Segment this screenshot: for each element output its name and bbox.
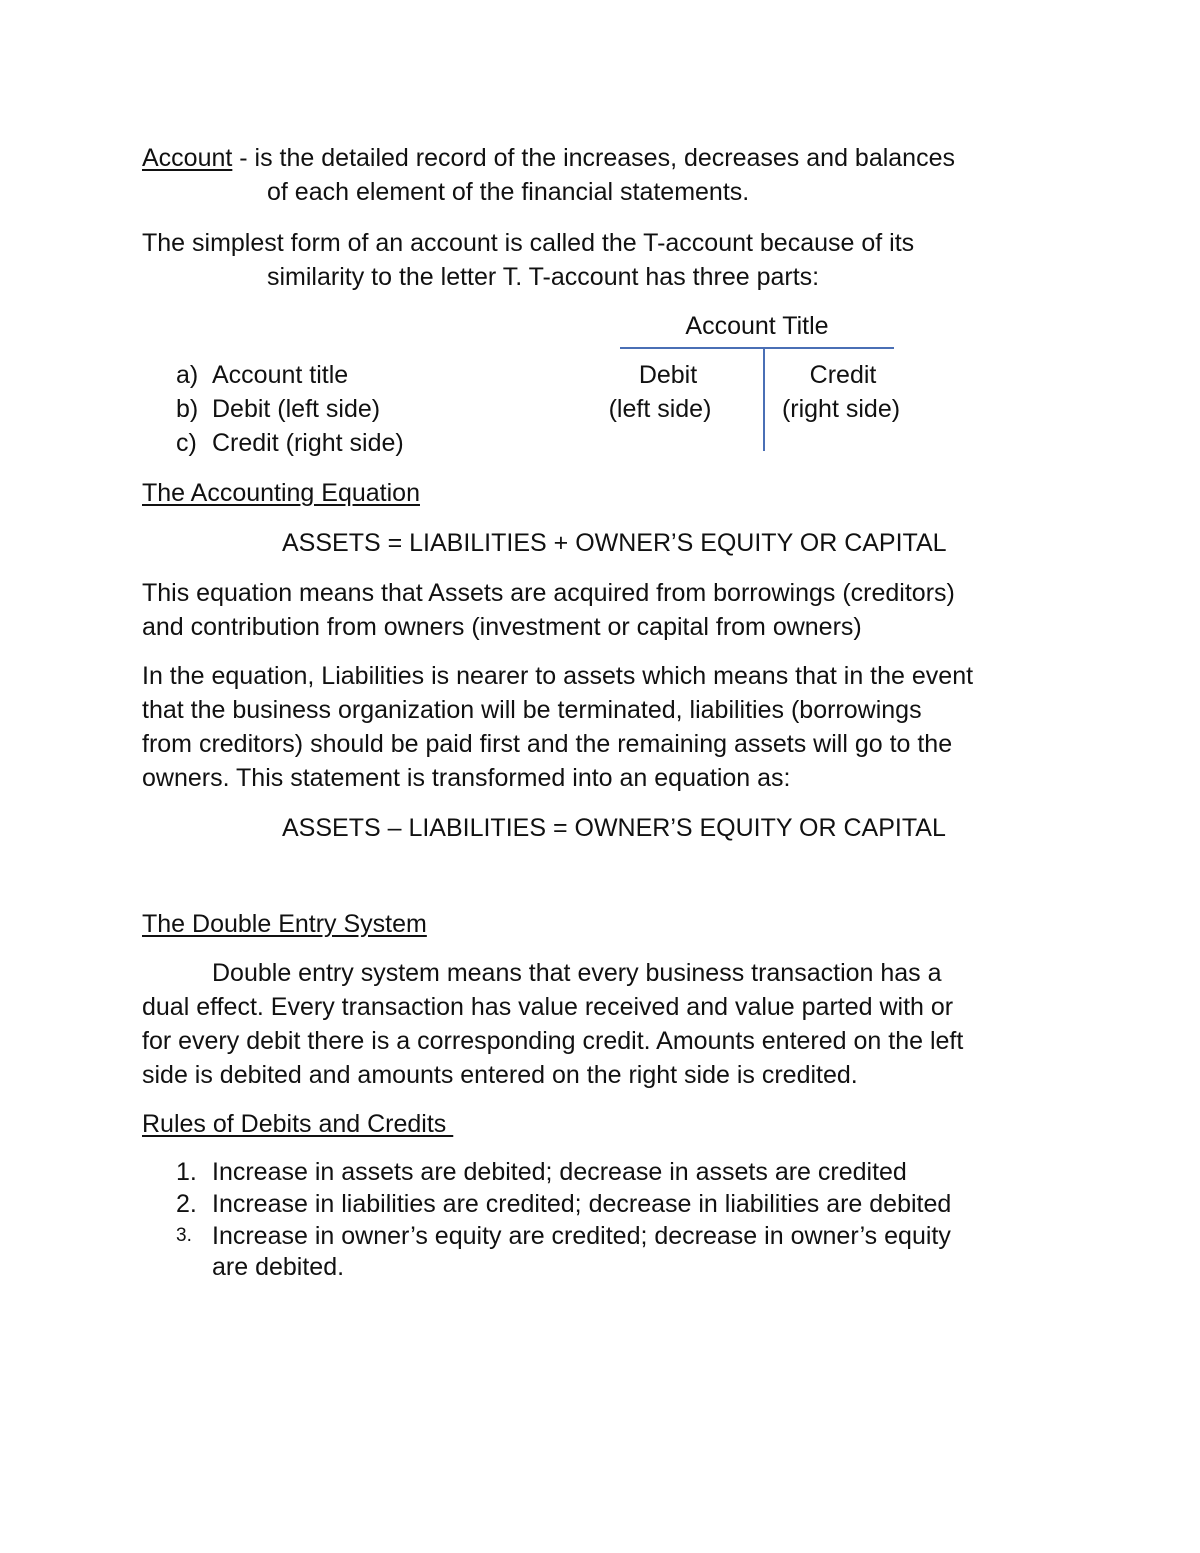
t-account-horizontal-line bbox=[620, 347, 894, 349]
equation-para2-line2: that the business organization will be terminated, liabilities (borrowings bbox=[142, 696, 922, 724]
rule-3-text-line2: are debited. bbox=[212, 1253, 345, 1281]
t-account-vertical-line bbox=[763, 349, 765, 451]
rule-2-text: Increase in liabilities are credited; decrease in liabilities are debited bbox=[212, 1190, 952, 1218]
t-account-credit-side: (right side) bbox=[781, 395, 901, 423]
equation-1: ASSETS = LIABILITIES + OWNER’S EQUITY OR CAPITAL bbox=[282, 529, 947, 557]
account-definition-text: - is the detailed record of the increases, decreases and balances bbox=[232, 144, 955, 172]
t-account-intro-line1: The simplest form of an account is called the T-account because of its bbox=[142, 229, 915, 257]
t-account-credit-label: Credit bbox=[809, 361, 877, 389]
parts-marker-c: c) bbox=[176, 429, 197, 457]
equation-para1-line2: and contribution from owners (investment or capital from owners) bbox=[142, 613, 862, 641]
double-entry-line1: Double entry system means that every business transaction has a bbox=[212, 959, 942, 987]
double-entry-line4: side is debited and amounts entered on the right side is credited. bbox=[142, 1061, 858, 1089]
double-entry-line2: dual effect. Every transaction has value received and value parted with or bbox=[142, 993, 954, 1021]
double-entry-line3: for every debit there is a corresponding credit. Amounts entered on the left bbox=[142, 1027, 964, 1055]
accounting-equation-heading: The Accounting Equation bbox=[142, 479, 420, 507]
rules-heading: Rules of Debits and Credits bbox=[142, 1110, 454, 1138]
rule-1-marker: 1. bbox=[176, 1158, 197, 1186]
t-account-title: Account Title bbox=[685, 312, 829, 340]
rule-2-marker: 2. bbox=[176, 1190, 197, 1218]
equation-para2-line3: from creditors) should be paid first and the remaining assets will go to the bbox=[142, 730, 953, 758]
rule-1-text: Increase in assets are debited; decrease in assets are credited bbox=[212, 1158, 907, 1186]
parts-item-b: Debit (left side) bbox=[212, 395, 381, 423]
parts-marker-b: b) bbox=[176, 395, 199, 423]
equation-para1-line1: This equation means that Assets are acquired from borrowings (creditors) bbox=[142, 579, 955, 607]
parts-item-c: Credit (right side) bbox=[212, 429, 404, 457]
account-definition-line2: of each element of the financial statements. bbox=[267, 178, 750, 206]
equation-para2-line1: In the equation, Liabilities is nearer to assets which means that in the event bbox=[142, 662, 974, 690]
rule-3-marker: 3. bbox=[176, 1225, 192, 1246]
account-term: Account bbox=[142, 144, 233, 172]
parts-marker-a: a) bbox=[176, 361, 199, 389]
rule-3-text-line1: Increase in owner’s equity are credited; decrease in owner’s equity bbox=[212, 1222, 951, 1250]
double-entry-heading: The Double Entry System bbox=[142, 910, 427, 938]
equation-2: ASSETS – LIABILITIES = OWNER’S EQUITY OR CAPITAL bbox=[282, 814, 946, 842]
parts-item-a: Account title bbox=[212, 361, 349, 389]
t-account-intro-line2: similarity to the letter T. T-account has three parts: bbox=[267, 263, 820, 291]
t-account-debit-side: (left side) bbox=[608, 395, 712, 423]
t-account-debit-label: Debit bbox=[638, 361, 698, 389]
account-definition-line1 bbox=[142, 141, 955, 175]
equation-para2-line4: owners. This statement is transformed into an equation as: bbox=[142, 764, 791, 792]
